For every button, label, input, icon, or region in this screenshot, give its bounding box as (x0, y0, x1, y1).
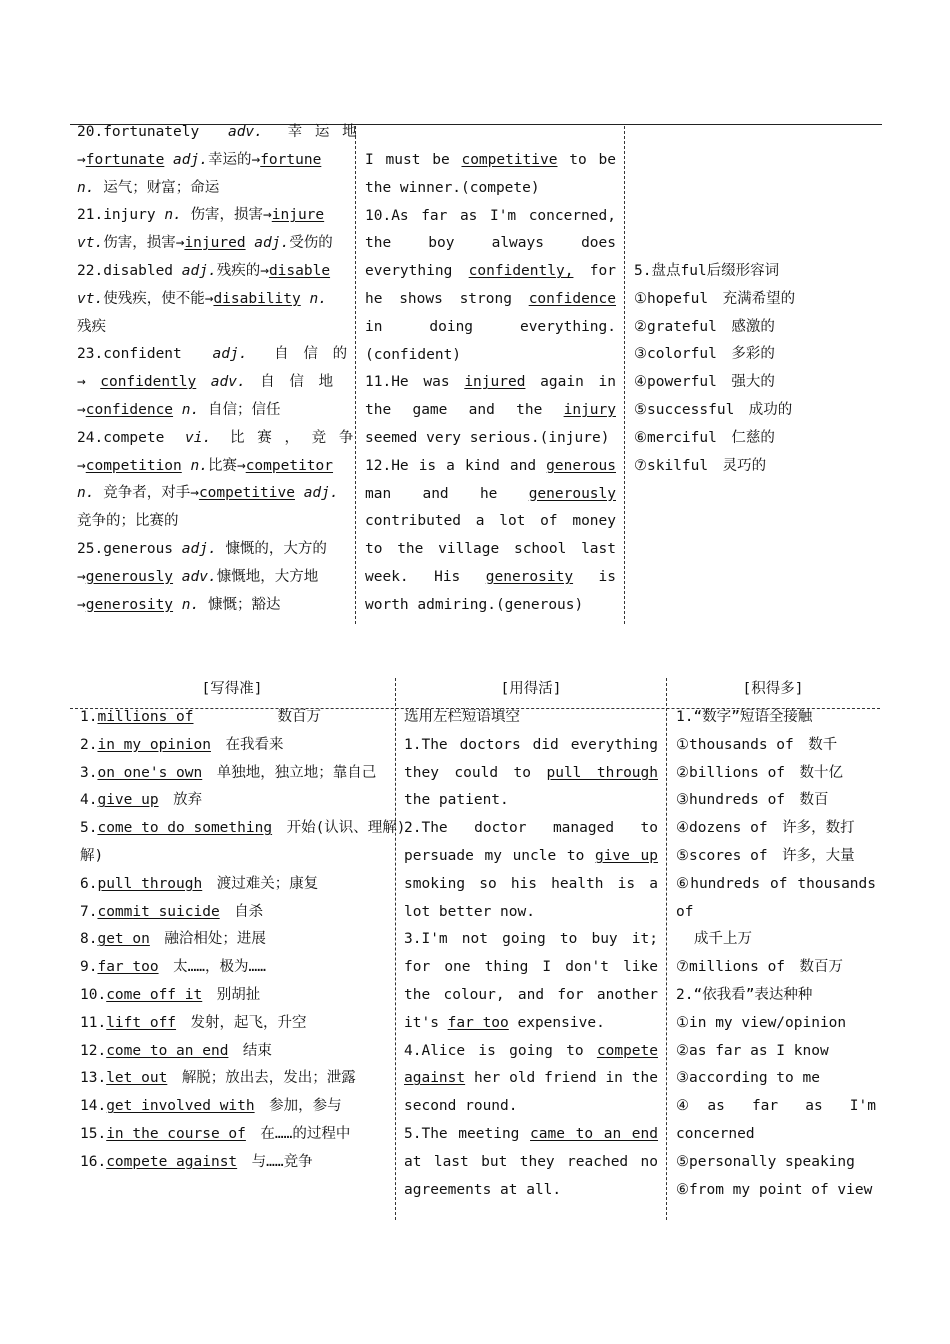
entry-23-cont: → confidently adv. 自 信 地 (77, 374, 337, 391)
practice-sentences (365, 147, 616, 620)
entry-21: 21.injury n. 伤害，损害→injure (77, 207, 325, 224)
list-item: ①thousands of 数千 (676, 736, 838, 753)
list-item: ④as far as I'm concerned (676, 1098, 876, 1142)
list-item: ②as far as I know (676, 1042, 829, 1059)
phrase-item: 15.in the course of 在……的过程中 (80, 1125, 351, 1142)
phrase-item: 9.far too 太……，极为…… (80, 959, 266, 976)
phrase-item: 1.millions of 数百万 (80, 709, 321, 725)
sentence-11: 11.He was injured again in the game and the injury seemed very serious.(injure) (365, 374, 616, 446)
list-item-cn: 成千上万 (694, 931, 752, 948)
entry-23: 23.confident adj. 自 信 的 (77, 346, 351, 363)
list-item: ⑥hundreds of thousands of (676, 875, 876, 920)
header-write: [写得准] (201, 681, 263, 697)
exercise-intro: 选用左栏短语填空 (404, 709, 520, 725)
phrase-item: 14.get involved with 参加，参与 (80, 1098, 342, 1115)
exercise-3: 3.I'm not going to buy it; for one thing I don't like the colour, and for another it's far too expensive. (404, 931, 658, 1031)
entry-20-derivs: →fortunate adj.幸运的→fortune (77, 151, 322, 168)
divider (624, 126, 625, 624)
list-item: ③colorful 多彩的 (634, 346, 775, 363)
phrase-item: 6.pull through 渡过难关；康复 (80, 875, 319, 892)
entry-25-cont: →generously adv.慷慨地，大方地 (77, 568, 319, 585)
phrase-item: 3.on one's own 单独地，独立地；靠自己 (80, 764, 377, 781)
word-family-column (77, 119, 359, 619)
phrase-item: 11.lift off 发射，起飞，升空 (80, 1014, 307, 1031)
phrase-item: 4.give up 放弃 (80, 792, 203, 809)
section-title: 2.“依我看”表达种种 (676, 986, 813, 1003)
exercise-1: 1.The doctors did everything they could to pull through the patient. (404, 736, 658, 809)
list-item: ②grateful 感激的 (634, 318, 775, 335)
sentence-9: I must be competitive to be the winner.(compete) (365, 152, 616, 196)
phrase-item: 16.compete against 与……竞争 (80, 1153, 313, 1170)
divider (666, 678, 667, 1220)
list-item: ③hundreds of 数百 (676, 792, 829, 809)
list-item: ③according to me (676, 1070, 820, 1087)
divider (395, 678, 396, 1220)
list-item: ⑦millions of 数百万 (676, 959, 844, 976)
list-item: ⑥merciful 仁慈的 (634, 429, 775, 446)
phrase-list (80, 704, 406, 1177)
header-accumulate: [积得多] (742, 681, 804, 697)
entry-22: 22.disabled adj.残疾的→disable (77, 262, 331, 279)
entry-23-cont2: →confidence n. 自信；信任 (77, 401, 281, 418)
list-item: ②billions of 数十亿 (676, 764, 844, 781)
exercise-4: 4.Alice is going to compete against her old friend in the second round. (404, 1042, 658, 1115)
entry-24-cont3: 竞争的；比赛的 (77, 513, 179, 530)
entry-25-cont2: →generosity n. 慷慨；豁达 (77, 596, 281, 613)
phrase-item: 7.commit suicide 自杀 (80, 903, 264, 920)
entry-20-cont: n. 运气；财富；命运 (77, 179, 220, 196)
ful-adjectives (634, 258, 874, 480)
exercise-5: 5.The meeting came to an end at last but they reached no agreements at all. (404, 1125, 659, 1198)
list-item: ⑦skilful 灵巧的 (634, 457, 767, 474)
fill-in-exercises (404, 704, 658, 1204)
phrase-item: 10.come off it 别胡扯 (80, 986, 261, 1003)
list-item: ⑥from my point of view (676, 1181, 873, 1198)
header-use: [用得活] (500, 681, 562, 697)
section-title: 5.盘点ful后缀形容词 (634, 263, 780, 279)
phrase-item: 2.in my opinion 在我看来 (80, 736, 284, 753)
phrase-item: 5.come to do something 开始(认识、理解) (80, 820, 406, 837)
phrase-item: 13.let out 解脱；放出去，发出；泄露 (80, 1070, 356, 1087)
phrase-item: 12.come to an end 结束 (80, 1042, 272, 1059)
entry-20: 20.fortunately adv. 幸 运 地 (77, 124, 359, 140)
sentence-10: 10.As far as I'm concerned, the boy always does everything confidently, for he shows strong confidence in doing everything.(confident) (365, 207, 616, 363)
entry-24: 24.compete vi. 比 赛 ， 竞 争 (77, 429, 356, 446)
list-item: ④dozens of 许多，数打 (676, 820, 855, 837)
phrase-item-wrap: 解) (80, 847, 104, 864)
section-title: 1.“数字”短语全接触 (676, 709, 813, 725)
entry-22-cont2: 残疾 (77, 318, 106, 335)
divider (355, 126, 356, 624)
extension-list (676, 704, 876, 1204)
list-item: ①hopeful 充满希望的 (634, 290, 796, 307)
list-item: ⑤successful 成功的 (634, 401, 793, 418)
exercise-2: 2.The doctor managed to persuade my uncle to give up smoking so his health is a lot better now. (404, 820, 659, 920)
list-item: ⑤personally speaking (676, 1153, 855, 1170)
entry-24-cont2: n. 竞争者，对手→competitive adj. (77, 485, 339, 502)
entry-21-cont: vt.伤害，损害→injured adj.受伤的 (77, 235, 333, 252)
list-item: ④powerful 强大的 (634, 374, 775, 391)
entry-24-cont: →competition n.比赛→competitor (77, 457, 334, 474)
entry-25: 25.generous adj. 慷慨的，大方的 (77, 540, 327, 557)
entry-22-cont: vt.使残疾，使不能→disability n. (77, 290, 327, 307)
list-item: ⑤scores of 许多，大量 (676, 847, 855, 864)
list-item: ①in my view/opinion (676, 1014, 847, 1031)
phrase-item: 8.get on 融洽相处；进展 (80, 931, 266, 948)
sentence-12: 12.He is a kind and generous man and he generously contributed a lot of money to the village school last week. His generosity is worth admiring.(generous) (365, 457, 616, 613)
